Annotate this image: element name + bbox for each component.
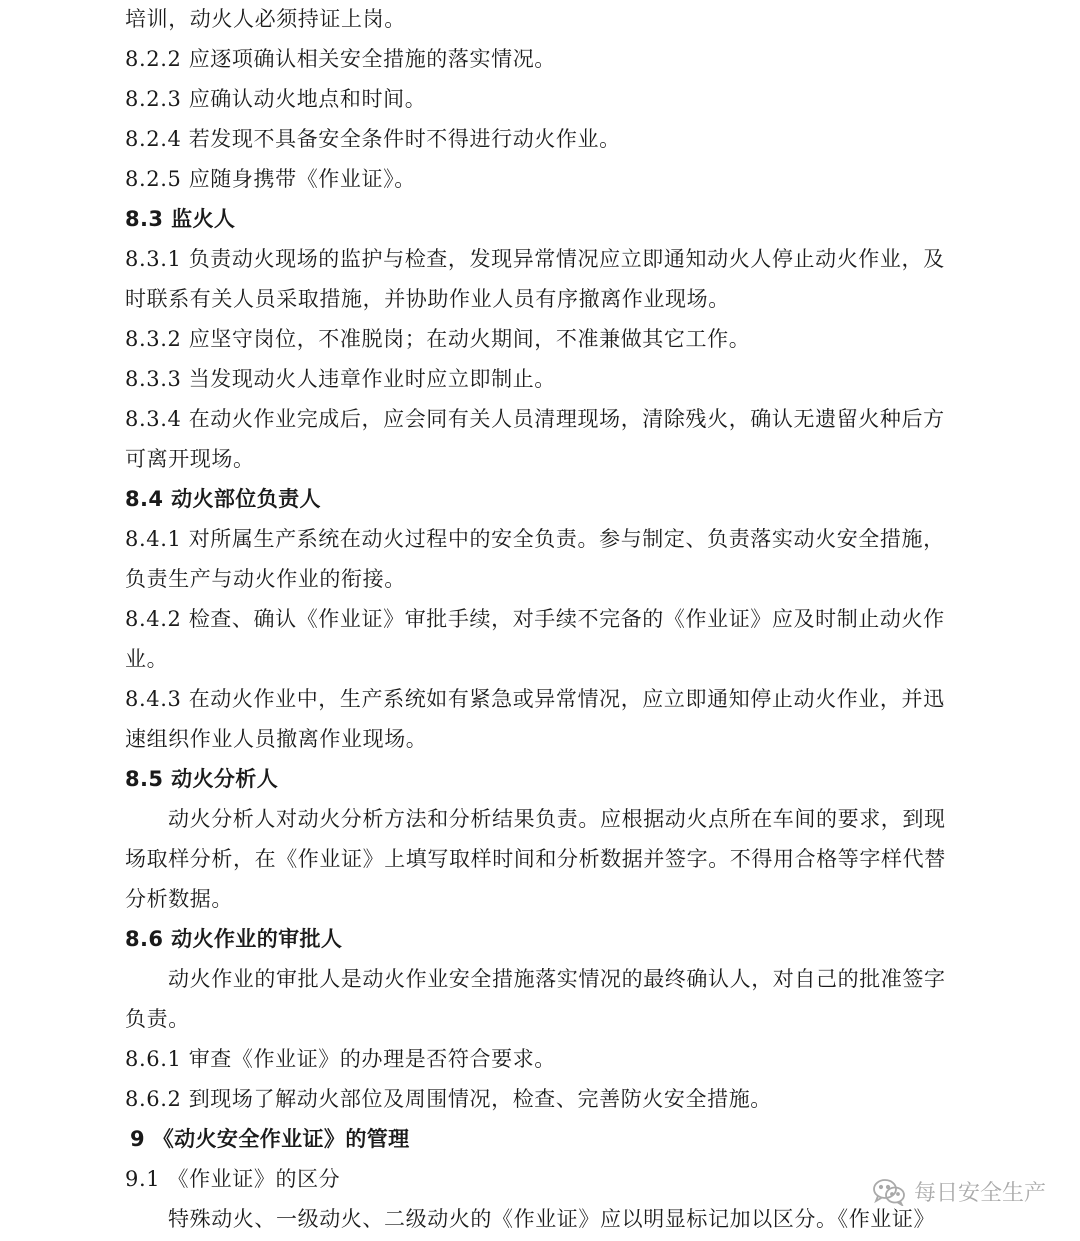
text-line: 8.2.2 应逐项确认相关安全措施的落实情况。: [125, 47, 556, 71]
text-line: 培训，动火人必须持证上岗。: [125, 7, 406, 31]
section-heading: 8.4 动火部位负责人: [125, 487, 321, 511]
chapter-heading: 9 《动火安全作业证》的管理: [130, 1127, 410, 1151]
text-line: 特殊动火、一级动火、二级动火的《作业证》应以明显标记加以区分。《作业证》: [168, 1207, 936, 1231]
section-heading: 8.6 动火作业的审批人: [125, 927, 343, 951]
section-heading: 8.5 动火分析人: [125, 767, 279, 791]
text-line: 8.3.4 在动火作业完成后，应会同有关人员清理现场，清除残火，确认无遗留火种后方: [125, 407, 945, 431]
text-line: 可离开现场。: [125, 447, 255, 471]
text-line: 8.2.3 应确认动火地点和时间。: [125, 87, 427, 111]
text-line: 8.6.1 审查《作业证》的办理是否符合要求。: [125, 1047, 556, 1071]
text-line: 8.2.5 应随身携带《作业证》。: [125, 167, 416, 191]
text-line: 负责生产与动火作业的衔接。: [125, 567, 406, 591]
section-heading: 8.3 监火人: [125, 207, 236, 231]
text-line: 负责。: [125, 1007, 190, 1031]
text-line: 8.4.1 对所属生产系统在动火过程中的安全负责。参与制定、负责落实动火安全措施，: [125, 527, 945, 551]
text-line: 8.4.3 在动火作业中，生产系统如有紧急或异常情况，应立即通知停止动火作业，并迅: [125, 687, 945, 711]
text-line: 9.1 《作业证》的区分: [125, 1167, 341, 1191]
text-line: 动火作业的审批人是动火作业安全措施落实情况的最终确认人，对自己的批准签字: [168, 967, 946, 991]
watermark: [872, 1176, 1046, 1207]
text-line: 8.3.2 应坚守岗位，不准脱岗；在动火期间，不准兼做其它工作。: [125, 327, 751, 351]
text-line: 8.2.4 若发现不具备安全条件时不得进行动火作业。: [125, 127, 621, 151]
text-line: 8.3.1 负责动火现场的监护与检查，发现异常情况应立即通知动火人停止动火作业，及: [125, 247, 945, 271]
text-line: 8.4.2 检查、确认《作业证》审批手续，对手续不完备的《作业证》应及时制止动火作: [125, 607, 945, 631]
text-line: 8.6.2 到现场了解动火部位及周围情况，检查、完善防火安全措施。: [125, 1087, 772, 1111]
text-line: 8.3.3 当发现动火人违章作业时应立即制止。: [125, 367, 556, 391]
watermark-text: 每日安全生产: [913, 1181, 1046, 1206]
text-line: 时联系有关人员采取措施，并协助作业人员有序撤离作业现场。: [125, 287, 730, 311]
text-line: 动火分析人对动火分析方法和分析结果负责。应根据动火点所在车间的要求，到现: [168, 807, 946, 831]
text-line: 分析数据。: [125, 887, 233, 911]
text-line: 速组织作业人员撤离作业现场。: [125, 727, 428, 751]
text-line: 业。: [125, 647, 169, 671]
wechat-icon: [872, 1178, 906, 1206]
text-line: 场取样分析，在《作业证》上填写取样时间和分析数据并签字。不得用合格等字样代替: [125, 847, 946, 871]
